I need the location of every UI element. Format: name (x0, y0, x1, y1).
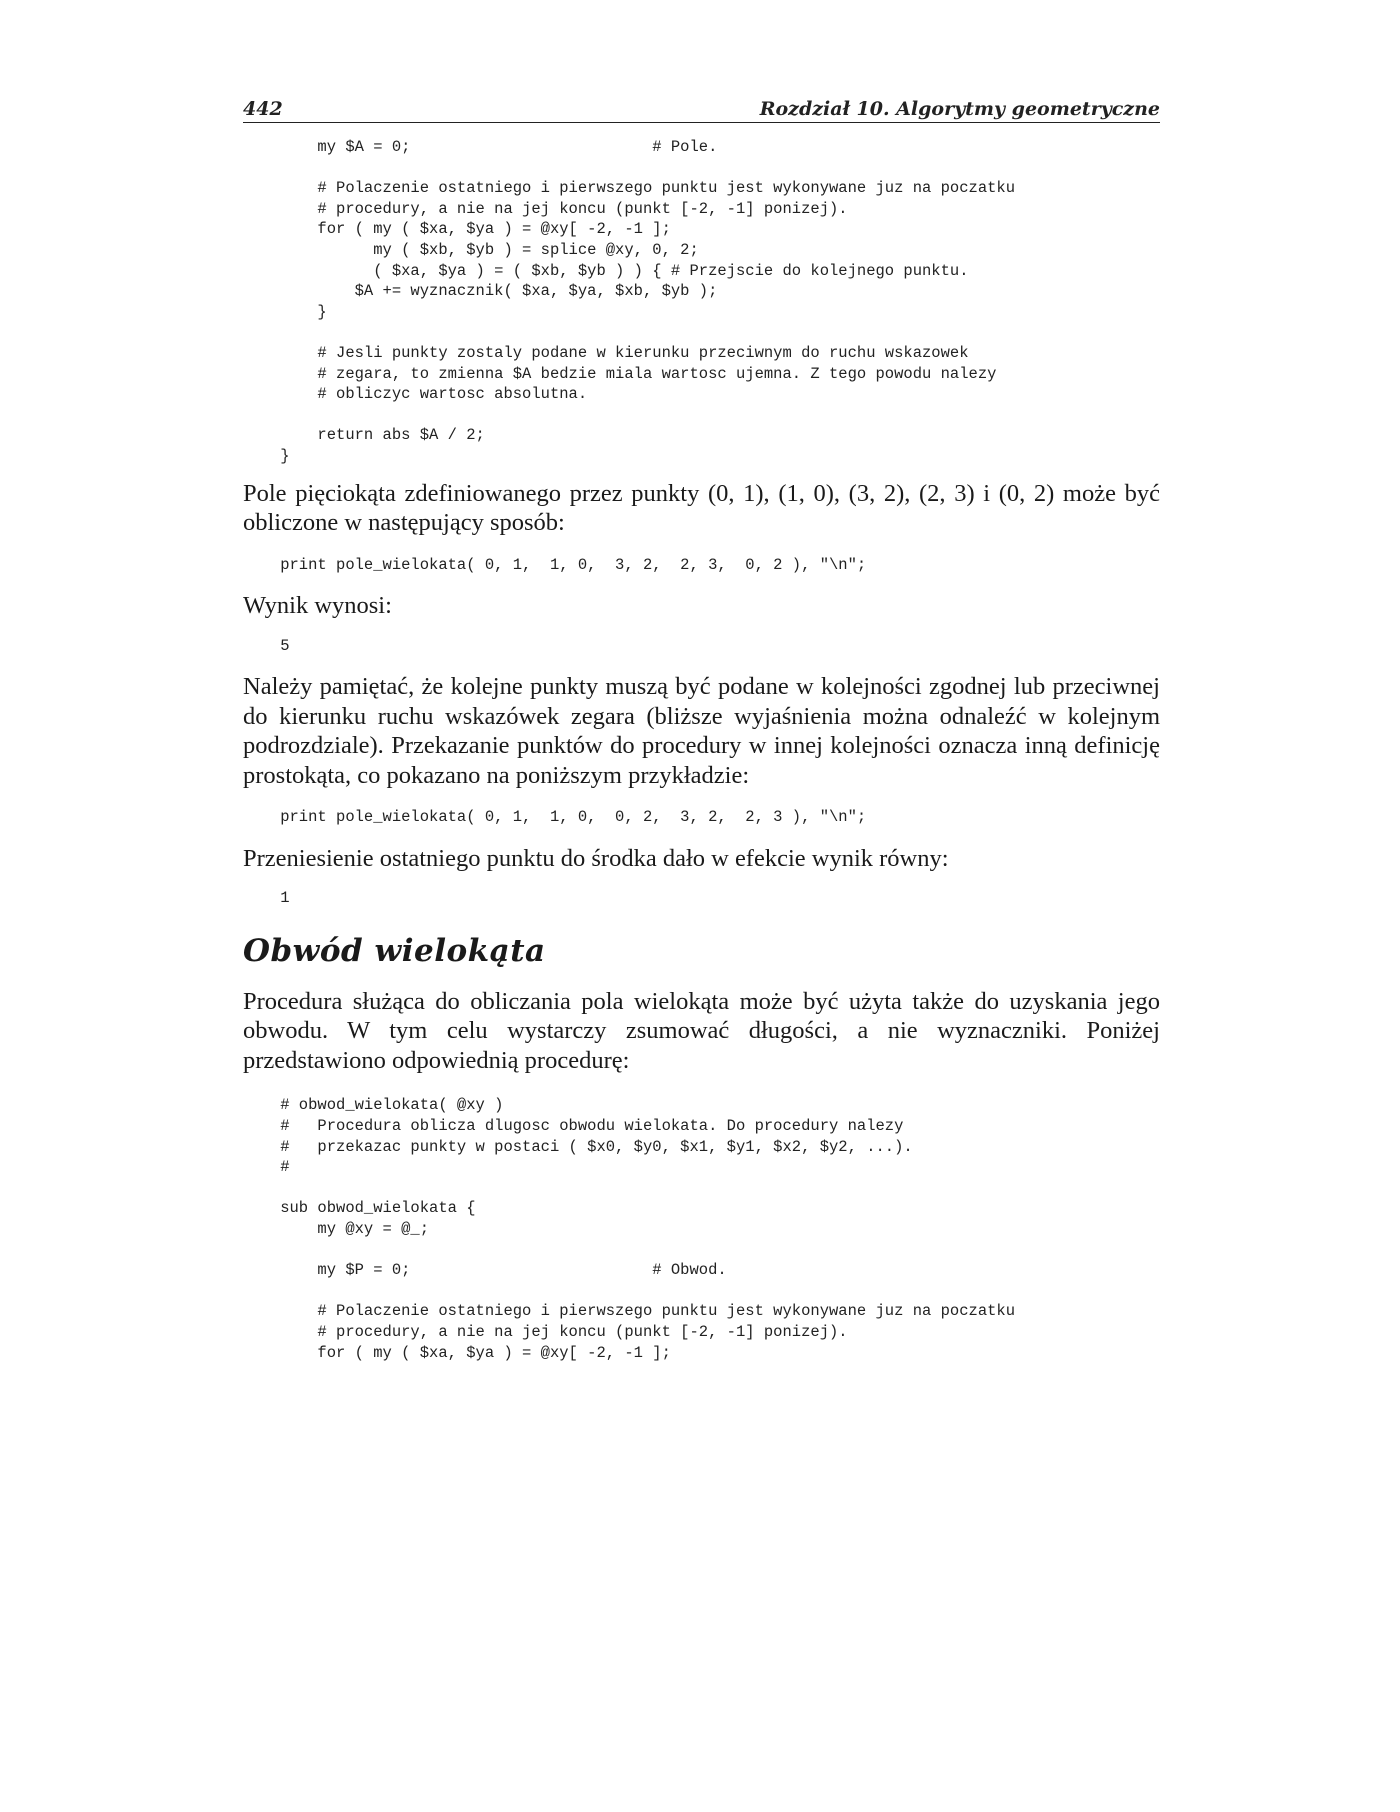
output-result-2: 1 (243, 889, 290, 908)
paragraph-result-label: Wynik wynosi: (243, 592, 392, 620)
chapter-title: Rozdział 10. Algorytmy geometryczne (759, 98, 1160, 120)
paragraph-pentagon-area: Pole pięciokąta zdefiniowanego przez punkty (0, 1), (1, 0), (3, 2), (2, 3) i (0, 2) może być obliczone w następujący sposób: (243, 479, 1160, 536)
paragraph-point-order-note: Należy pamiętać, że kolejne punkty muszą być podane w kolejności zgodnej lub przeciwnej do kierunku ruchu wskazówek zegara (bliższe wyjaśnienia można odnaleźć w kolejnym podrozdziale). Przekazanie punktów do procedury w innej kolejności oznacza inną definicję prostokąta, co pokazano na poniższym przykładzie: (243, 673, 1160, 789)
paragraph-perimeter-intro: Procedura służąca do obliczania pola wielokąta może być użyta także do uzyskania jego obwodu. W tym celu wystarczy zsumować długości, a nie wyznaczniki. Poniżej przedstawiono odpowiednią procedurę: (243, 987, 1160, 1074)
code-block-obwod-wielokata: # obwod_wielokata( @xy ) # Procedura oblicza dlugosc obwodu wielokata. Do procedury nalezy # przekazac punkty w postaci ( $x0, $y0, $x1, $y1, $x2, $y2, ...). # sub obwod_wielokata { my @xy = @_; my $P = 0; # Obwod. # Polaczenie ostatniego i pierwszego punktu jest wykonywane juz na poczatku # procedury, a nie na jej koncu (punkt [-2, -1] ponizej). for ( my ( $xa, $ya ) = @xy[ -2, -1 ]; (280, 1096, 1016, 1362)
section-heading: Obwód wielokąta (243, 932, 546, 969)
page-number: 442 (243, 98, 283, 120)
book-page (243, 96, 1160, 1363)
output-result-1: 5 (243, 636, 290, 655)
code-block-pole-wielokata-end: my $A = 0; # Pole. # Polaczenie ostatniego i pierwszego punktu jest wykonywane juz na poczatku # procedury, a nie na jej koncu (punkt [-2, -1] ponizej). for ( my ( $xa, $ya ) = @xy[ -2, -1 ]; my ( $xb, $yb ) = splice @xy, 0, 2; ( $xa, $ya ) = ( $xb, $yb ) ) { # Przejscie do kolejnego punktu. $A += wyznacznik( $xa, $ya, $xb, $yb ); } # Jesli punkty zostaly podane w kierunku przeciwnym do ruchu wskazowek # zegara, to zmienna $A bedzie miala wartosc ujemna. Z tego powodu nalezy # obliczyc wartosc absolutna. return abs $A / 2; } (280, 138, 1016, 465)
code-print-example-2: print pole_wielokata( 0, 1, 1, 0, 0, 2, 3, 2, 2, 3 ), "\n"; (243, 808, 867, 827)
code-print-example-1: print pole_wielokata( 0, 1, 1, 0, 3, 2, 2, 3, 0, 2 ), "\n"; (243, 555, 867, 574)
running-header (243, 96, 1160, 123)
paragraph-moved-point-result: Przeniesienie ostatniego punktu do środka dało w efekcie wynik równy: (243, 844, 949, 872)
